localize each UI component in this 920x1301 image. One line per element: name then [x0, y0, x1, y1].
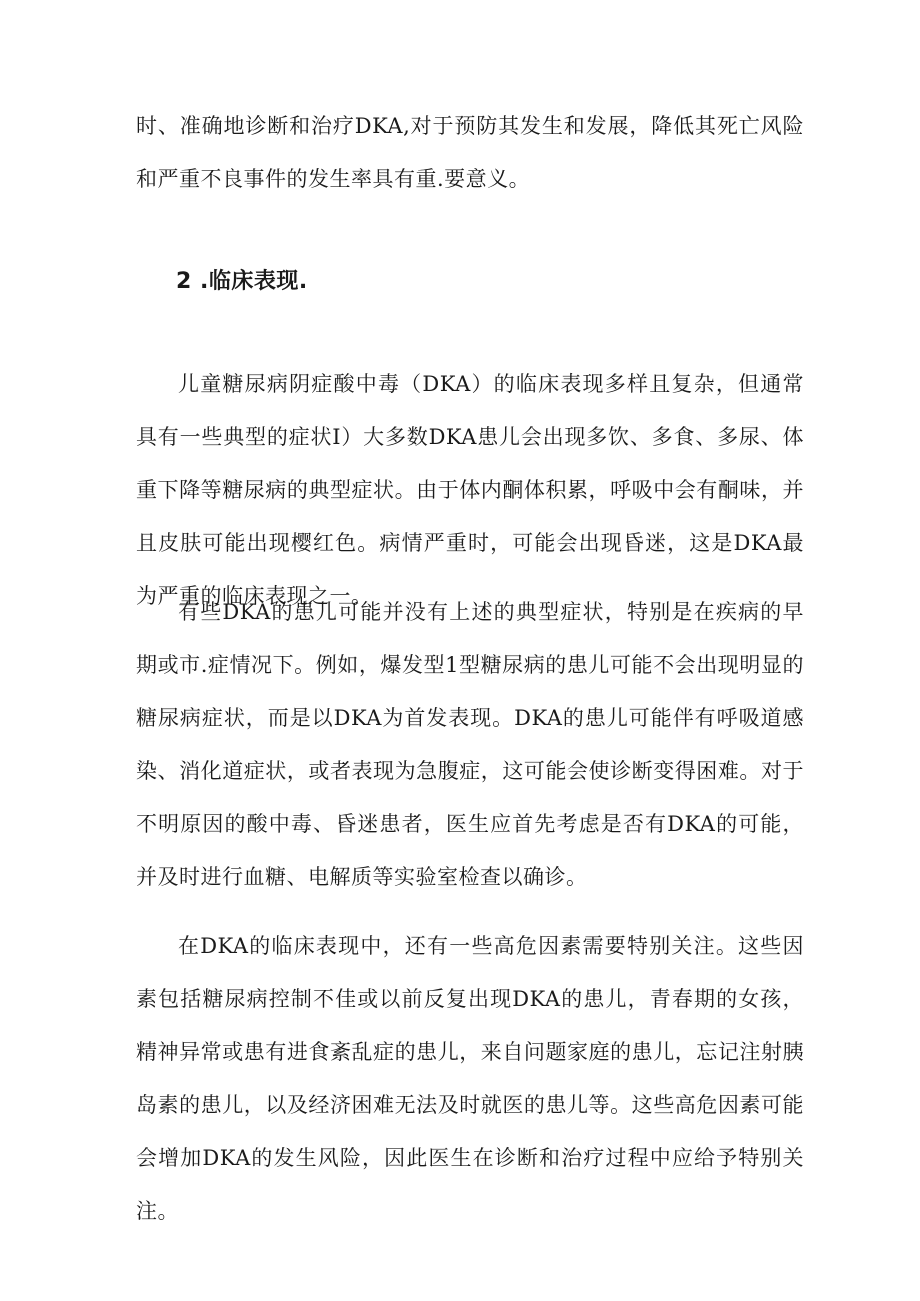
paragraph-atypical-symptoms: 有些DKA的患儿可能并没有上述的典型症状，特别是在疾病的早期或市.症情况下。例如，爆发型1型糖尿病的患儿可能不会出现明显的糖尿病症状，而是以DKA为首发表现。DKA的患儿可能伴有呼吸道感染、消化道症状，或者表现为急腹症，这可能会使诊断变得困难。对于不明原因的酸中毒、昏迷患者，医生应首先考虑是否有DKA的可能，并及时进行血糖、电解质等实验室检查以确诊。 [136, 600, 804, 889]
paragraph-risk-factors: 在DKA的临床表现中，还有一些高危因素需要特别关注。这些因素包括糖尿病控制不佳或以前反复出现DKA的患儿，青春期的女孩，精神异常或患有进食紊乱症的患儿，来自问题家庭的患儿，忘记注射胰岛素的患儿，以及经济困难无法及时就医的患儿等。这些高危因素可能会增加DKA的发生风险，因此医生在诊断和治疗过程中应给予特别关注。 [136, 934, 804, 1223]
paragraph-clinical-symptoms: 儿童糖尿病阴症酸中毒（DKA）的临床表现多样且复杂，但通常具有一些典型的症状I）大多数DKA患儿会出现多饮、多食、多尿、体重下降等糖尿病的典型症状。由于体内酮体积累，呼吸中会有酮味，并且皮肤可能出现樱红色。病情严重时，可能会出现昏迷，这是DKA最为严重的临床表现之一。 [136, 372, 804, 608]
section-heading-clinical-manifestations: 2 .临床表现. [176, 269, 308, 294]
paragraph-continuation: 时、准确地诊断和治疗DKA,对于预防其发生和发展，降低其死亡风险和严重不良事件的发生率具有重.要意义。 [136, 114, 804, 191]
